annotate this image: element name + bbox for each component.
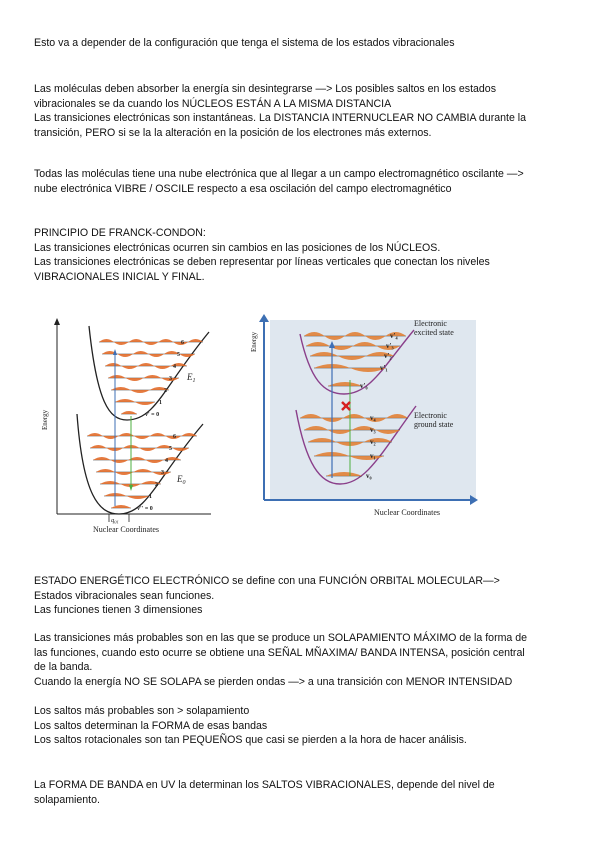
text-line: Esto va a depender de la configuración que tenga el sistema de los estados vibracionales <box>34 37 455 49</box>
text-line: Las transiciones electrónicas ocurren sin cambios en las posiciones de los NÚCLEOS. <box>34 241 441 254</box>
paragraph-franck-condon <box>34 226 570 284</box>
paragraph-electronic-state <box>34 574 570 618</box>
paragraph-overlap <box>34 631 570 689</box>
level-label: v'₃ <box>386 342 394 350</box>
text-line: Las transiciones electrónicas son instantáneas. La DISTANCIA INTERNUCLEAR NO CAMBIA durante la <box>34 112 527 125</box>
wavefunction-shape <box>99 339 203 345</box>
lower-state-label: $E_0$ <box>177 474 186 486</box>
plot-background <box>270 320 476 500</box>
level-label: 3 <box>169 376 172 382</box>
y-axis-label: Energy <box>41 409 49 430</box>
level-label: v₂ <box>370 438 376 446</box>
q-label: $q_{01}$ <box>111 517 119 525</box>
text-line: VIBRACIONALES INICIAL Y FINAL. <box>34 270 205 283</box>
ground-state-label: Electronic ground state <box>414 411 454 429</box>
level-label: 2 <box>164 388 167 394</box>
paragraph-electron-cloud <box>34 167 570 196</box>
text-line: Las transiciones electrónicas se deben representar por líneas verticales que conectan los niveles <box>34 256 490 269</box>
level-label: 1 <box>159 400 162 406</box>
text-line: Las transiciones más probables son en las que se produce un SOLAPAMIENTO MÁXIMO de la forma de <box>34 632 528 644</box>
level-label: 1 <box>149 494 152 500</box>
paragraph-absorption <box>34 82 570 140</box>
text-line: Cuando la energía NO SE SOLAPA se pierden ondas —> a una transición con MENOR INTENSIDAD <box>34 675 513 688</box>
heading-franck-condon: PRINCIPIO DE FRANCK-CONDON: <box>34 227 206 239</box>
level-label: 4 <box>165 458 168 464</box>
text-line: Estados vibracionales sean funciones. <box>34 589 215 602</box>
wavefunction-shape <box>90 445 189 451</box>
wavefunction-shape <box>96 469 171 475</box>
upper-state-label: $E_1$ <box>187 372 196 384</box>
text-line: Las moléculas deben absorber la energía sin desintegrarse —> Los posibles saltos en los estados <box>34 83 496 95</box>
level-label: v'₀ <box>360 382 368 390</box>
x-axis-label: Nuclear Coordinates <box>374 508 440 517</box>
level-label: 5 <box>177 352 180 358</box>
wavefunction-shape <box>87 433 197 439</box>
wavefunction-shape <box>111 505 131 508</box>
text-line: Las funciones tienen 3 dimensiones <box>34 604 203 617</box>
franck-condon-diagram-right <box>244 314 480 520</box>
text-line: de la banda. <box>34 661 93 674</box>
wavefunction-shape <box>121 411 137 414</box>
level-label: 5 <box>169 446 172 452</box>
y-axis-label: Energy <box>250 331 258 352</box>
text-line: La FORMA DE BANDA en UV la determinan los SALTOS VIBRACIONALES, depende del nivel de <box>34 779 495 791</box>
text-line: vibracionales se da cuando los NÚCLEOS ESTÁN A LA MISMA DISTANCIA <box>34 97 392 110</box>
level-label: 3 <box>161 470 164 476</box>
wavefunction-shape <box>104 493 149 499</box>
x-axis-label: Nuclear Coordinates <box>93 525 159 534</box>
level-label: v' = 0 <box>145 412 160 418</box>
wavefunction-shape <box>115 399 155 405</box>
level-label: 6 <box>181 340 184 346</box>
level-label: v₀ <box>366 472 372 480</box>
level-label: 6 <box>173 434 176 440</box>
paragraph-jumps <box>34 704 570 748</box>
text-line: Los saltos más probables son > solapamiento <box>34 705 250 717</box>
franck-condon-diagram-left <box>33 318 213 540</box>
level-label: v'₄ <box>390 332 398 340</box>
excited-state-label: Electronic excited state <box>414 319 454 337</box>
text-line: Los saltos rotacionales son tan PEQUEÑOS que casi se pierden a la hora de hacer análisis. <box>34 734 467 747</box>
text-line: ESTADO ENERGÉTICO ELECTRÓNICO se define con una FUNCIÓN ORBITAL MOLECULAR—> <box>34 575 500 587</box>
paragraph-band-shape <box>34 778 570 807</box>
text-line: transición, PERO si se la la alteración en la posición de los electrones más externos. <box>34 126 432 139</box>
level-label: v₄ <box>370 414 376 422</box>
level-label: v'₂ <box>384 352 392 360</box>
level-label: v₃ <box>370 426 376 434</box>
level-label: v₁ <box>370 452 376 460</box>
text-line: Todas las moléculas tiene una nube electrónica que al llegar a un campo electromagnético oscilante —> <box>34 168 524 180</box>
text-line: las funciones, cuando esto ocurre se obtiene una SEÑAL MÑAXIMA/ BANDA INTENSA, posición central <box>34 646 525 659</box>
text-line: Los saltos determinan la FORMA de esas bandas <box>34 719 268 732</box>
level-label: v'₁ <box>380 364 388 372</box>
level-label: v'' = 0 <box>137 506 153 512</box>
text-line: solapamiento. <box>34 793 100 806</box>
level-label: 2 <box>155 482 158 488</box>
level-label: 4 <box>173 364 176 370</box>
lower-potential-well <box>77 414 203 514</box>
text-line: nube electrónica VIBRE / OSCILE respecto a esa oscilación del campo electromagnético <box>34 182 452 195</box>
paragraph-intro <box>34 36 570 51</box>
wavefunction-shape <box>111 387 169 393</box>
